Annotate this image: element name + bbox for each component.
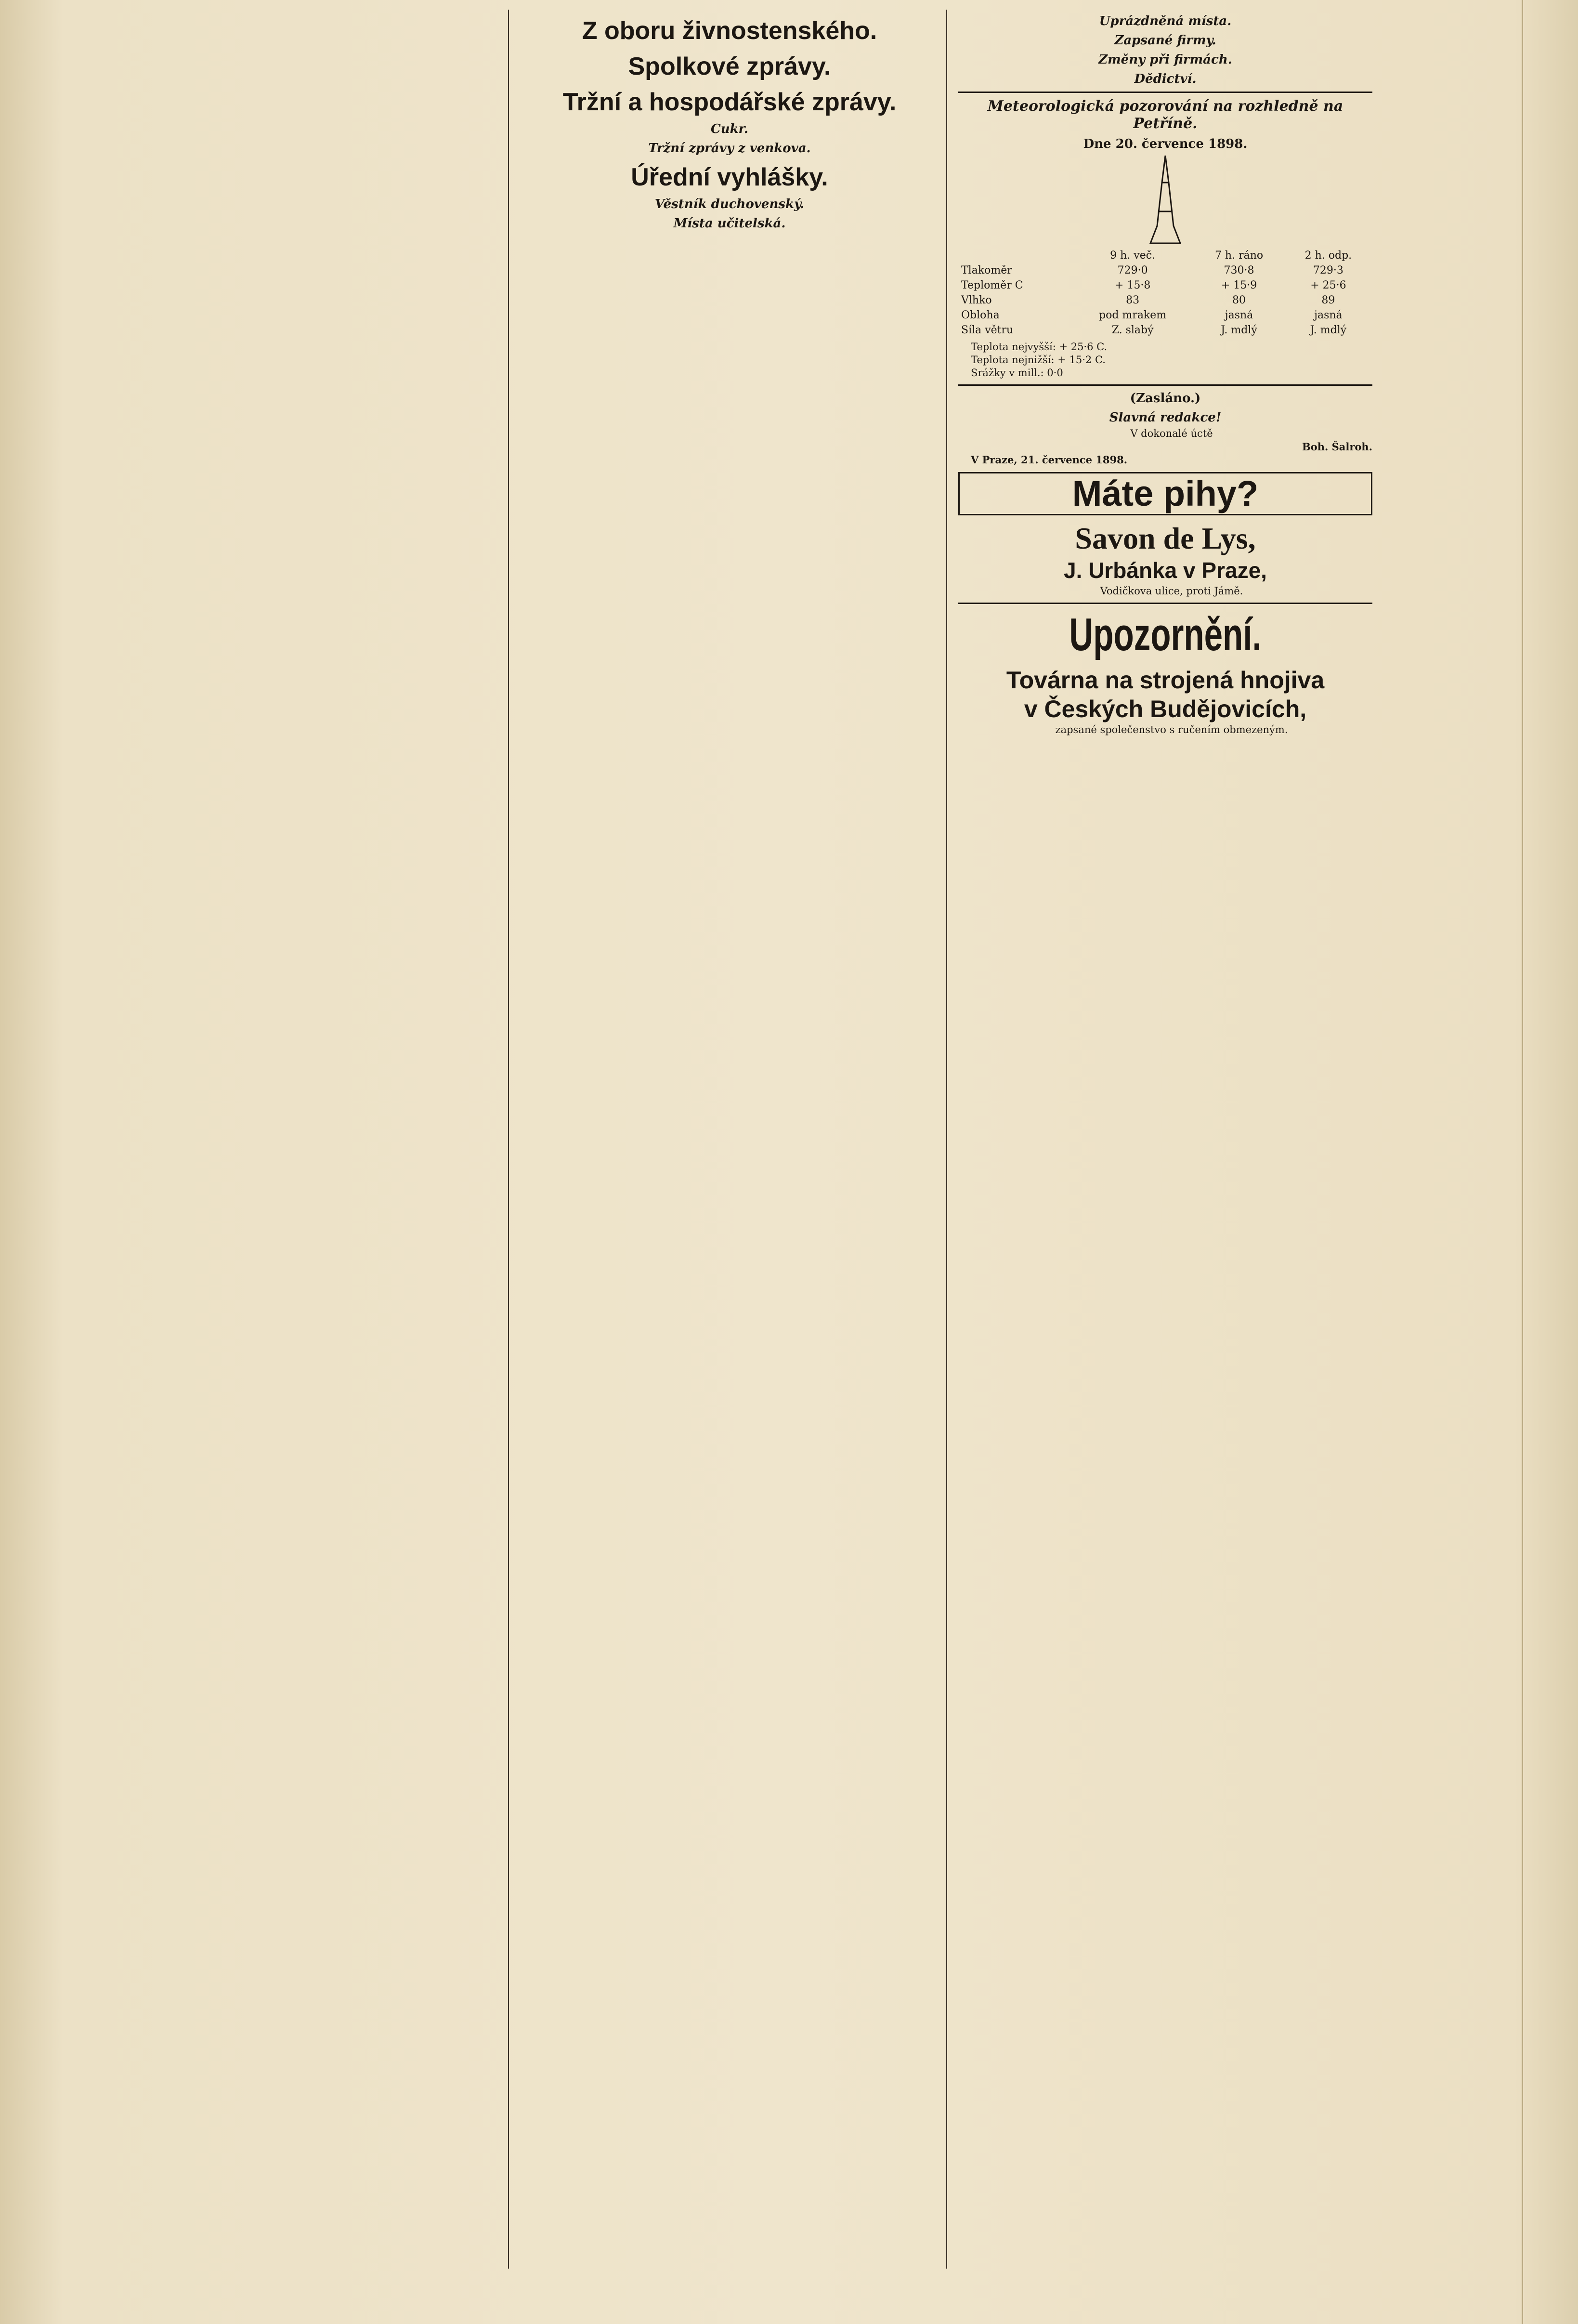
table-cell: 9 h. več. bbox=[1110, 249, 1156, 262]
table-cell: + 15·8 bbox=[1114, 279, 1151, 291]
table-cell: 7 h. ráno bbox=[1214, 249, 1264, 262]
table-cell: 89 bbox=[1321, 294, 1335, 306]
table-cell: 729·0 bbox=[1117, 264, 1148, 276]
column-divider bbox=[508, 10, 509, 2269]
ad-footer: Továrna na strojená hnojiva bbox=[1006, 667, 1325, 694]
rule bbox=[958, 603, 1372, 604]
section-heading: Z oboru živnostenského. bbox=[582, 17, 877, 45]
ad-seller: J. Urbánka v Praze, bbox=[1064, 558, 1267, 583]
zaslano-label: (Zasláno.) bbox=[1130, 391, 1201, 406]
subheading: Zapsané firmy. bbox=[1114, 33, 1216, 48]
column-1 bbox=[111, 10, 496, 2273]
table-cell: Tlakoměr bbox=[961, 264, 1012, 276]
table-row bbox=[958, 323, 1372, 338]
table-cell: J. mdlý bbox=[1221, 324, 1257, 336]
table-row bbox=[958, 293, 1372, 308]
column-2 bbox=[522, 10, 937, 2273]
table-cell: pod mrakem bbox=[1099, 309, 1167, 321]
ad-seller-address: Vodičkova ulice, proti Jámě. bbox=[1100, 585, 1243, 597]
table-cell: Síla větru bbox=[961, 324, 1014, 336]
closing: V dokonalé úctě bbox=[1130, 428, 1213, 439]
ad-headline: Upozornění. bbox=[1069, 609, 1262, 660]
table-cell: 730·8 bbox=[1224, 264, 1254, 276]
table-cell: 2 h. odp. bbox=[1304, 249, 1352, 262]
meteo-extra: Srážky v mill.: 0·0 bbox=[971, 367, 1063, 379]
section-heading: Úřední vyhlášky. bbox=[631, 163, 828, 191]
ad-headline: Máte pihy? bbox=[958, 472, 1372, 515]
column-divider bbox=[946, 10, 947, 2269]
meteo-table bbox=[958, 248, 1372, 338]
page-fold bbox=[1522, 0, 1523, 2324]
ad-brand: Savon de Lys, bbox=[1075, 521, 1256, 555]
table-cell: J. mdlý bbox=[1310, 324, 1347, 336]
rule bbox=[958, 384, 1372, 386]
table-cell: 80 bbox=[1232, 294, 1246, 306]
table-cell: Vlhko bbox=[961, 294, 992, 306]
table-row bbox=[958, 263, 1372, 278]
ad-footer-note: zapsané společenstvo s ručením obmezeným. bbox=[1055, 724, 1288, 735]
table-row bbox=[958, 308, 1372, 323]
table-cell: jasná bbox=[1225, 309, 1253, 321]
rule bbox=[958, 92, 1372, 93]
table-row bbox=[958, 278, 1372, 293]
subheading: Tržní zprávy z venkova. bbox=[648, 141, 811, 156]
table-cell bbox=[958, 248, 1071, 263]
table-cell: Teploměr C bbox=[961, 279, 1023, 291]
column-3 bbox=[958, 10, 1372, 2273]
table-cell: Obloha bbox=[961, 309, 1000, 321]
signature: Boh. Šalroh. bbox=[1302, 441, 1372, 453]
subheading: Uprázdněná místa. bbox=[1099, 14, 1232, 28]
table-cell: + 15·9 bbox=[1221, 279, 1257, 291]
table-cell: Z. slabý bbox=[1111, 324, 1154, 336]
table-cell: jasná bbox=[1314, 309, 1343, 321]
meteo-date: Dne 20. července 1898. bbox=[1083, 137, 1248, 151]
subheading: Dědictví. bbox=[1134, 72, 1197, 86]
table-cell: 729·3 bbox=[1313, 264, 1343, 276]
letter-date: V Praze, 21. července 1898. bbox=[971, 454, 1128, 466]
subheading: Změny při firmách. bbox=[1098, 53, 1232, 67]
meteo-extra: Teplota nejnižší: + 15·2 C. bbox=[971, 354, 1106, 366]
subheading: Cukr. bbox=[711, 122, 748, 136]
table-cell: + 25·6 bbox=[1310, 279, 1346, 291]
ad-footer: v Českých Budějovicích, bbox=[1024, 696, 1307, 722]
petrin-tower-icon bbox=[1148, 154, 1182, 245]
subheading: Věstník duchovenský. bbox=[654, 197, 805, 211]
section-heading: Spolkové zprávy. bbox=[628, 53, 831, 80]
zaslano-title: Slavná redakce! bbox=[1109, 410, 1222, 425]
table-row bbox=[958, 248, 1372, 263]
table-cell: 83 bbox=[1126, 294, 1140, 306]
subheading: Místa učitelská. bbox=[673, 216, 786, 231]
meteo-title: Meteorologická pozorování na rozhledně na Petříně. bbox=[987, 98, 1343, 132]
meteo-extra: Teplota nejvyšší: + 25·6 C. bbox=[971, 341, 1108, 353]
section-heading: Tržní a hospodářské zprávy. bbox=[562, 88, 897, 116]
